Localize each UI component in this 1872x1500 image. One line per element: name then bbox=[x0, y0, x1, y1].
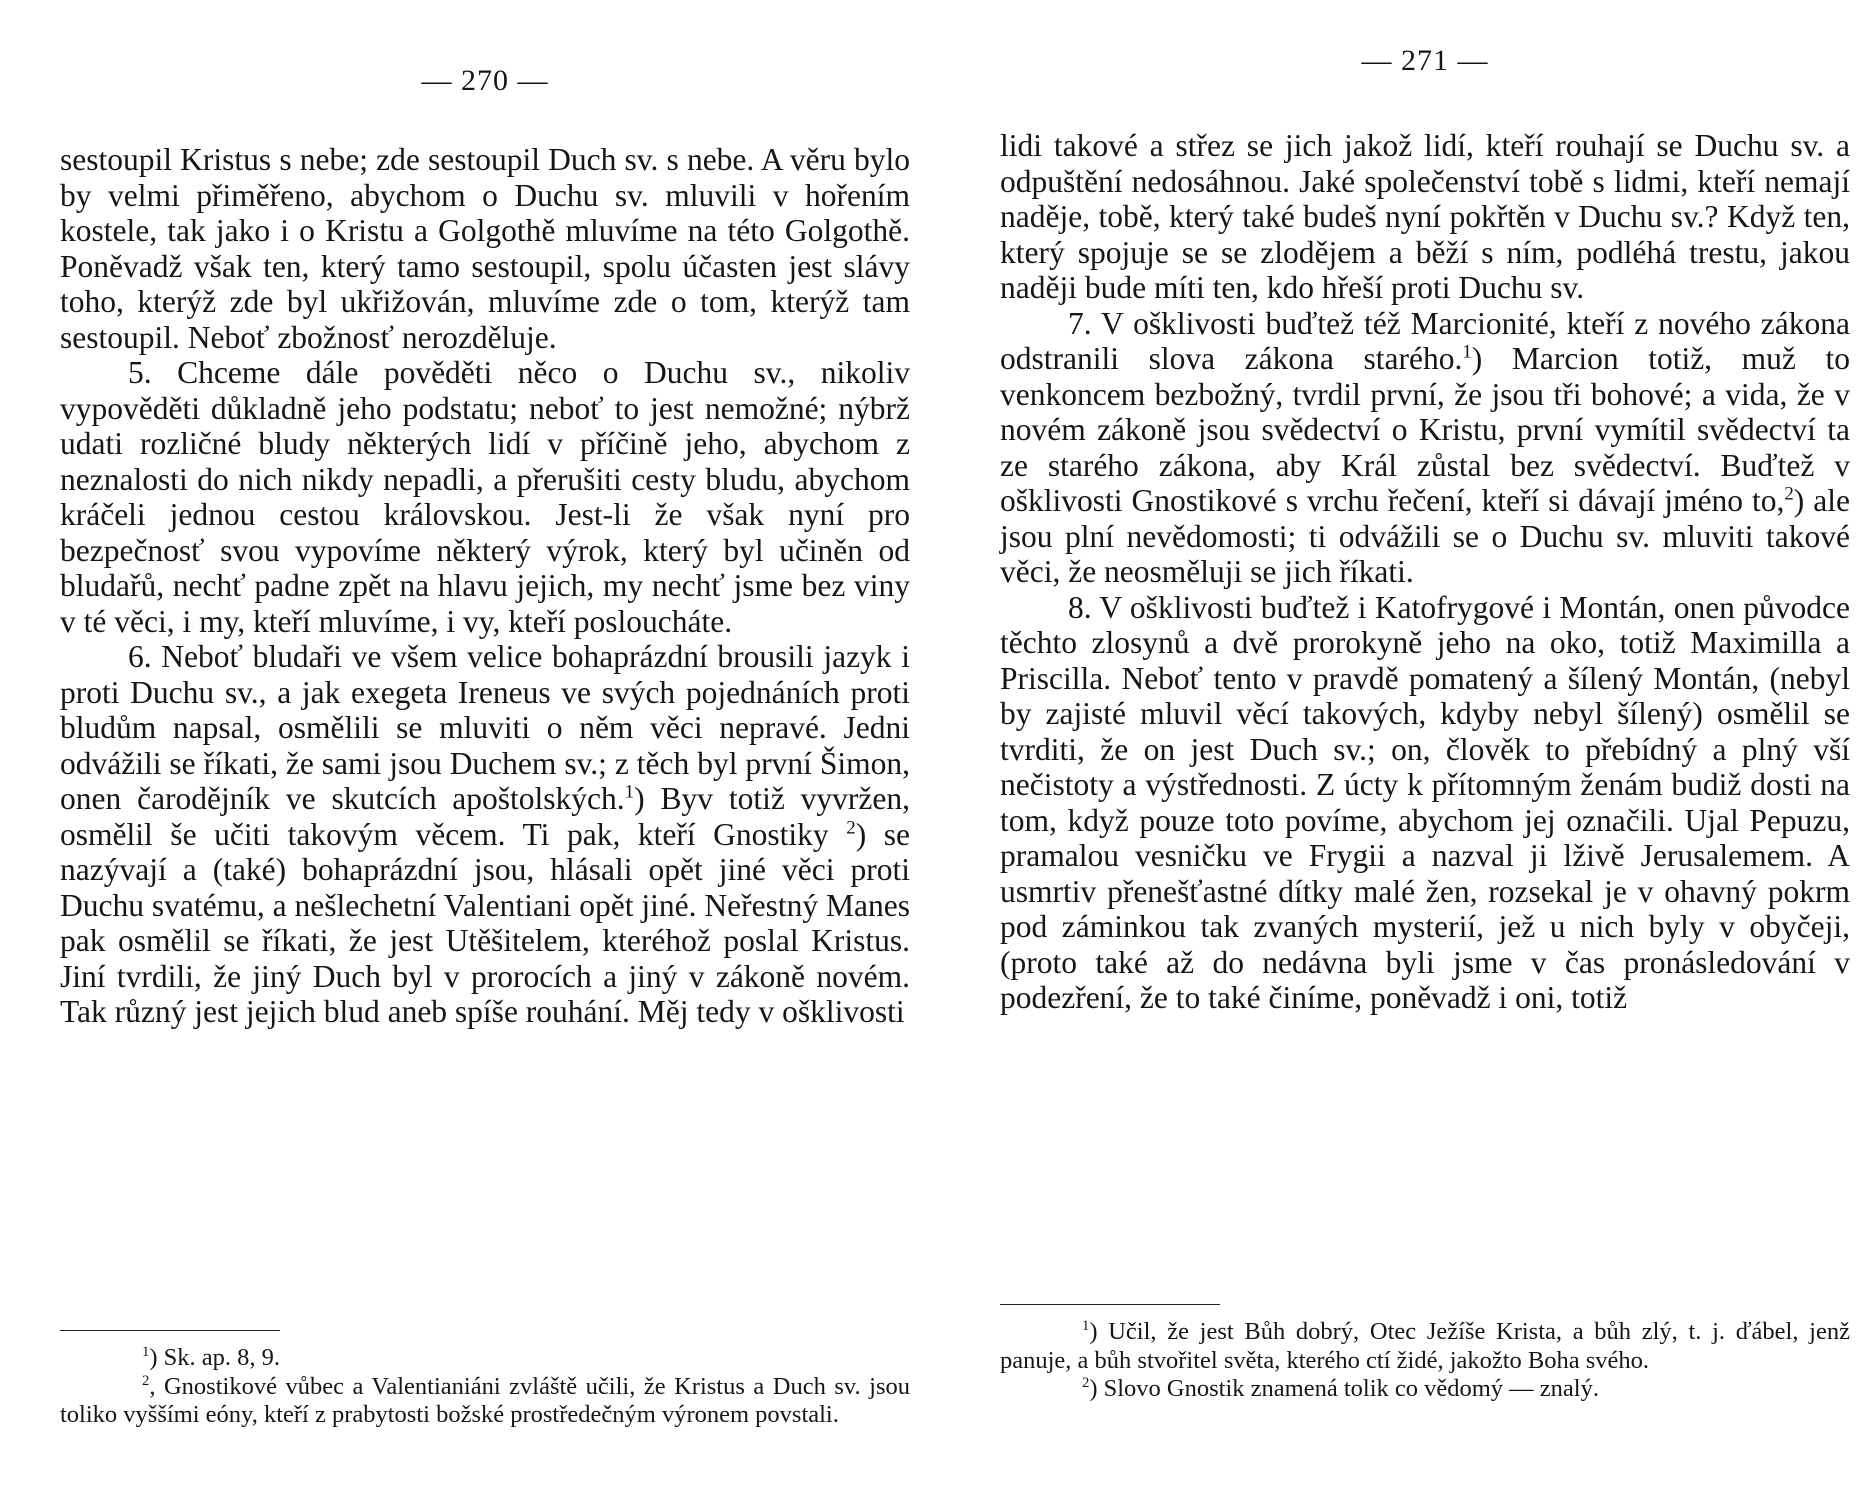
footnote-2: $^2$, Gnostikové vůbec a Valentianiáni zvláště učili, že Kristus a Duch sv. jsou toliko vyššími eóny, kteří z prabytosti božské prostředečným výronem povstali. bbox=[60, 1372, 910, 1428]
footnote-separator bbox=[1000, 1304, 1220, 1305]
paragraph-5: 5. Chceme dále pověděti něco o Duchu sv., nikoliv vypověděti důkladně jeho podstatu; neboť to jest nemožné; nýbrž udati rozličné bludy některých lidí v příčině jeho, abychom z neznalosti do nich nikdy nepadli, a přerušiti cesty bludu, abychom kráčeli jednou cestou královskou. Jest-li že však nyní pro bezpečnosť svou vypovíme některý výrok, který byl učiněn od bludařů, nechť padne zpět na hlavu jejich, my nechť jsme bez viny v té věci, i my, kteří mluvíme, i vy, kteří posloucháte. bbox=[60, 355, 910, 639]
footnote-mark: 2 bbox=[142, 1372, 150, 1389]
page-body-text bbox=[60, 142, 910, 1030]
footnote-1: $^1$) Sk. ap. 8, 9. bbox=[142, 1343, 281, 1371]
footnote-separator bbox=[60, 1330, 280, 1331]
right-page bbox=[1000, 0, 1850, 1500]
footnote-1: $^1$) Učil, že jest Bůh dobrý, Otec Ježíše Krista, a bůh zlý, t. j. ďábel, jenž panuje, a bůh stvořitel světa, kterého ctí židé, jakožto Boha svého. bbox=[1000, 1317, 1850, 1374]
footnote-ref-2: 2 bbox=[846, 817, 856, 838]
page-number: — 270 — bbox=[421, 64, 549, 97]
footnote-ref-2: 2 bbox=[1784, 483, 1794, 505]
page-number: — 271 — bbox=[1361, 44, 1489, 77]
footnotes bbox=[60, 1344, 910, 1430]
footnote-mark: 1 bbox=[142, 1343, 150, 1360]
paragraph-8: 8. V ošklivosti buďtež i Katofrygové i Montán, onen původce těchto zlosynů a dvě prorokyně jeho na oko, totiž Maximilla a Priscilla. Neboť tento v pravdě pomatený a šílený Montán, (nebyl by zajisté mluvil věcí takových, kdyby nebyl šílený) osmělil se tvrditi, že on jest Duch sv.; on, člověk to přebídný a plný vší nečistoty a výstřednosti. Z úcty k přítomným ženám budiž dosti na tom, když pouze toto povíme, abychom jej označili. Ujal Pepuzu, pramalou vesničku ve Frygii a nazval ji lživě Jerusalemem. A usmrtiv přenešťastné dítky malé žen, rozsekal je v ohavný pokrm pod záminkou tak zvaných mysterií, jež u nich byly v obyčeji, (proto také až do nedávna byli jsme v čas pronásledování v podezření, že to také činíme, poněvadž i oni, totiž bbox=[1000, 589, 1850, 1015]
paragraph-6: 6. Neboť bludaři ve všem velice bohaprázdní brousili jazyk i proti Duchu sv., a jak exegeta Ireneus ve svých pojednáních proti bludům napsal, osmělili se mluviti o něm věci nepravé. Jedni odvážili se říkati, že sami jsou Duchem sv.; z těch byl první Šimon, onen čarodějník ve skutcích apoštolských.$^1$) Byv totiž vyvržen, osmělil še učiti takovým věcem. Ti pak, kteří Gnostiky $^2$) se nazývají a (také) bohaprázdní jsou, hlásali opět jiné věci proti Duchu svatému, a nešlechetní Valentiani opět jiné. Neřestný Manes pak osmělil se říkati, že jest Utěšitelem, kteréhož poslal Kristus. Jiní tvrdili, že jiný Duch byl v prorocích a jiný v zákoně novém. Tak různý jest jejich blud aneb spíše rouhání. Měj tedy v ošklivosti bbox=[60, 639, 910, 1029]
footnote-mark: 1 bbox=[1082, 1317, 1090, 1334]
paragraph-continued: sestoupil Kristus s nebe; zde sestoupil Duch sv. s nebe. A věru bylo by velmi přiměřeno, abychom o Duchu sv. mluvili v hořením kostele, tak jako i o Kristu a Golgothě mluvíme na této Golgothě. Poněvadž však ten, který tamo sestoupil, spolu účasten jest slávy toho, kterýž zde byl ukřižován, mluvíme zde o tom, kterýž tam sestoupil. Neboť zbožnosť nerozděluje. bbox=[60, 142, 910, 355]
footnote-mark: 2 bbox=[1082, 1374, 1090, 1391]
left-page bbox=[60, 0, 910, 1500]
footnotes bbox=[1000, 1318, 1850, 1404]
footnote-2: $^2$) Slovo Gnostik znamená tolik co vědomý — znalý. bbox=[1082, 1374, 1599, 1402]
paragraph-continued: lidi takové a střez se jich jakož lidí, kteří rouhají se Duchu sv. a odpuštění nedosáhnou. Jaké společenství tobě s lidmi, kteří nemají naděje, tobě, který také budeš nyní pokřtěn v Duchu sv.? Když ten, který spojuje se se zlodějem a běží s ním, podléhá trestu, jakou naději bude míti ten, kdo hřeší proti Duchu sv. bbox=[1000, 128, 1850, 305]
footnote-ref-1: 1 bbox=[1462, 341, 1472, 363]
footnote-ref-1: 1 bbox=[624, 781, 635, 803]
page-body-text bbox=[1000, 128, 1850, 1016]
paragraph-7: 7. V ošklivosti buďtež též Marcionité, kteří z nového zákona odstranili slova zákona starého.$^1$) Marcion totiž, muž to venkoncem bezbožný, tvrdil první, že jsou tři bohové; a vida, že v novém zákoně jsou svědectví o Kristu, první vymítil svědectví ta ze starého zákona, aby Král zůstal bez svědectví. Buďtež v ošklivosti Gnostikové s vrchu řečení, kteří si dávají jméno to,$^2$) ale jsou plní nevědomosti; ti odvážili se o Duchu sv. mluviti takové věci, že neosměluji se jich říkati. bbox=[1000, 305, 1850, 589]
